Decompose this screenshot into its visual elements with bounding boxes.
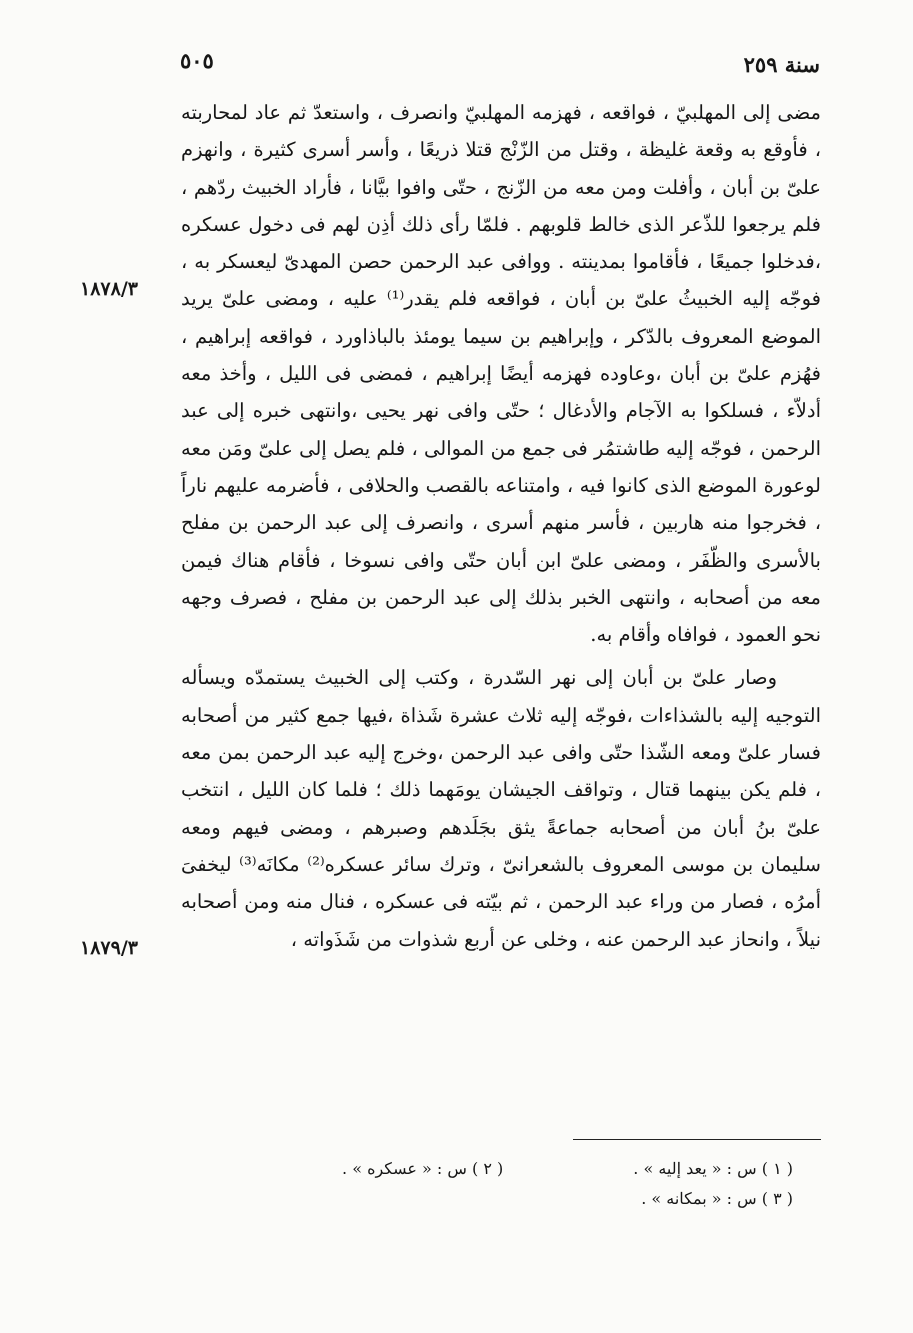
footnote-divider — [573, 1139, 821, 1140]
footnote-2: ( ٢ ) س : « عسكره » . — [342, 1159, 504, 1178]
page-header — [180, 48, 820, 82]
footnotes — [273, 1154, 793, 1214]
footnote-1: ( ١ ) س : « يعد إليه » . — [633, 1159, 793, 1178]
page-number: ٥٠٥ — [180, 48, 214, 73]
running-head: سنة ٢٥٩ — [743, 52, 820, 77]
paragraph-2: وصار علىّ بن أبان إلى نهر السّدرة ، وكتب إلى الخبيث يستمدّه ويسأله التوجيه إليه بالشذاءات ،فوجّه إليه ثلاث عشرة شَذاة ،فيها جمع كثير من أصحابه فسار علىّ ومعه الشّذا حتّى وافى عبد الرحمن ،وخرج إليه عبد الرحمن بمن معه ، فلم يكن بينهما قتال ، وتواقف الجيشان يومَهما ذلك ؛ فلما كان الليل ، انتخب علىّ بنُ أبان من أصحابه جماعةً يثق بجَلَدهم وصبرهم ، ومضى فيهم ومعه سليمان بن موسى المعروف بالشعرانىّ ، وترك سائر عسكره⁽²⁾ مكانَه⁽³⁾ ليخفىَ أمرُه ، فصار من وراء عبد الرحمن ، ثم بيّته فى عسكره ، فنال منه ومن أصحابه نيلاً ، وانحاز عبد الرحمن عنه ، وخلى عن أربع شذوات من شَذَواته ، — [181, 666, 821, 951]
main-text — [181, 94, 821, 958]
margin-date-1: ١٨٧٨/٣ — [80, 278, 138, 300]
margin-date-2: ١٨٧٩/٣ — [80, 937, 138, 959]
paragraph-1: مضى إلى المهلبيّ ، فواقعه ، فهزمه المهلبيّ وانصرف ، واستعدّ ثم عاد لمحاربته ، فأوقع به وقعة غليظة ، وقتل من الزّنْج قتلا ذريعًا ، وأسر أسرى كثيرة ، وانهزم علىّ بن أبان ، وأفلت ومن معه من الزّنج ، حتّى وافوا بيَّانا ، فأراد الخبيث ردّهم ، فلم يرجعوا للذّعر الذى خالط قلوبهم . فلمّا رأى ذلك أذِن لهم فى دخول عسكره ،فدخلوا جميعًا ، فأقاموا بمدينته . ووافى عبد الرحمن حصن المهدىّ ليعسكر به ، فوجّه إليه الخبيثُ علىّ بن أبان ، فواقعه فلم يقدر⁽¹⁾ عليه ، ومضى علىّ يريد الموضع المعروف بالدّكر ، وإبراهيم بن سيما يومئذ بالباذاورد ، فواقعه إبراهيم ، فهُزم علىّ بن أبان ،وعاوده فهزمه أيضًا إبراهيم ، فمضى فى الليل ، وأخذ معه أدلاّء ، فسلكوا به الآجام والأدغال ؛ حتّى وافى نهر يحيى ،وانتهى خبره إلى عبد الرحمن ، فوجّه إليه طاشتمُر فى جمع من الموالى ، فلم يصل إلى علىّ ومَن معه لوعورة الموضع الذى كانوا فيه ، وامتناعه بالقصب والحلافى ، فأضرمه عليهم ناراً ، فخرجوا منه هاربين ، فأسر منهم أسرى ، وانصرف إلى عبد الرحمن بن مفلح بالأسرى والظّفَر ، ومضى علىّ ابن أبان حتّى وافى نسوخا ، فأقام هناك فيمن معه من أصحابه ، وانتهى الخبر بذلك إلى عبد الرحمن بن مفلح ، فصرف وجهه نحو العمود ، فوافاه وأقام به. — [181, 101, 821, 647]
footnote-3: ( ٣ ) س : « بمكانه » . — [641, 1189, 793, 1208]
